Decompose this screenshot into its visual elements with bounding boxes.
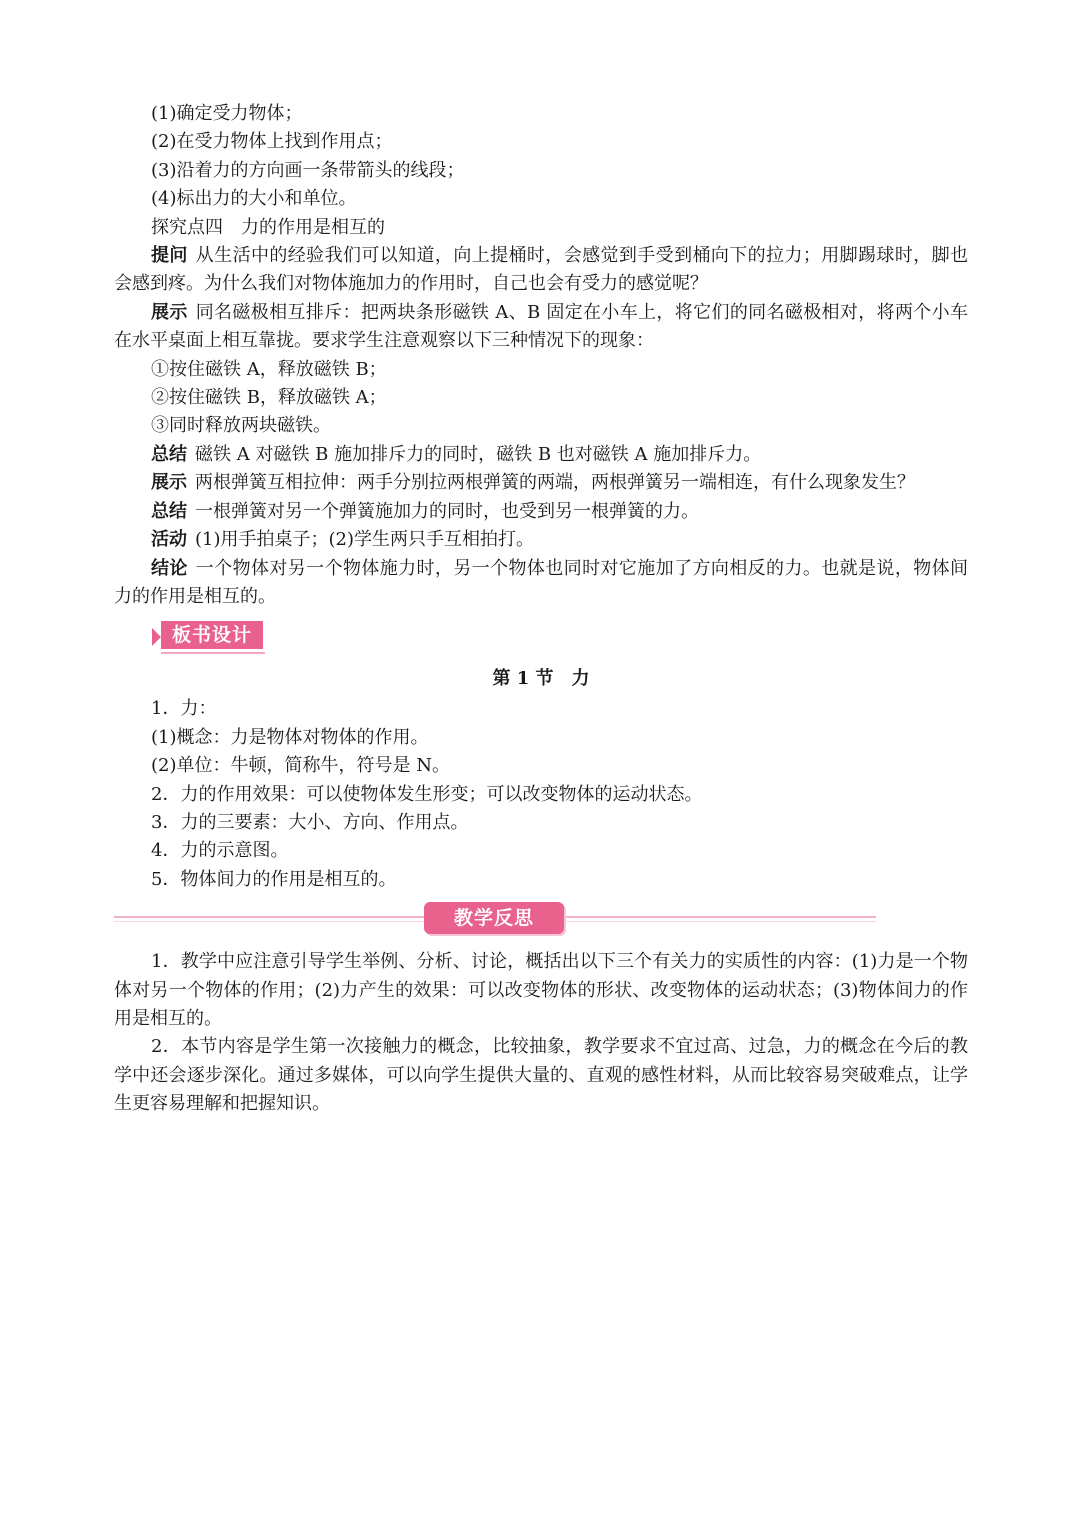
case-2: ②按住磁铁 B，释放磁铁 A；: [151, 387, 387, 409]
question-keyword: 提问: [151, 245, 188, 267]
conclusion-text: 一个物体对另一个物体施力时，另一个物体也同时对它施加了方向相反的力。也就是说，物体间力的作用是相互的。: [114, 557, 969, 607]
summary-keyword-2: 总结: [151, 500, 187, 522]
reflection-paragraph-1: 1．教学中应注意引导学生举例、分析、讨论，概括出以下三个有关力的实质性的内容：(1)力是一个物体对另一个物体的作用；(2)力产生的效果：可以改变物体的形状、改变物体的运动状态；(3)物体间力的作用是相互的。: [114, 951, 968, 1029]
summary-text-2: 一根弹簧对另一个弹簧施加力的同时，也受到另一根弹簧的力。: [195, 500, 699, 522]
activity-paragraph: [114, 526, 968, 554]
show-text-2: 两根弹簧互相拉伸：两手分别拉两根弹簧的两端，两根弹簧另一端相连，有什么现象发生？: [195, 472, 915, 494]
teaching-reflection-label: 教学反思: [424, 902, 564, 934]
conclusion-keyword: 结论: [151, 557, 188, 579]
question-text: 从生活中的经验我们可以知道，向上提桶时，会感觉到手受到桶向下的拉力；用脚踢球时，脚也会感到疼。为什么我们对物体施加力的作用时，自己也会有受力的感觉呢？: [114, 245, 969, 295]
show-keyword-2: 展示: [151, 472, 187, 494]
summary-paragraph-2: [114, 498, 968, 526]
board-line-4: 2．力的作用效果：可以使物体发生形变；可以改变物体的运动状态。: [151, 783, 703, 805]
summary-text-1: 磁铁 A 对磁铁 B 施加排斥力的同时，磁铁 B 也对磁铁 A 施加排斥力。: [195, 443, 762, 465]
tag-underline: [161, 652, 265, 654]
board-design-label: 板书设计: [161, 621, 263, 649]
show-keyword-1: 展示: [151, 301, 188, 323]
board-line-1: 1．力：: [151, 698, 217, 720]
teaching-reflection-divider: [114, 902, 968, 942]
tag-arrow-icon: [152, 628, 161, 646]
step-2: (2)在受力物体上找到作用点；: [151, 131, 393, 153]
board-line-5: 3．力的三要素：大小、方向、作用点。: [151, 811, 469, 833]
summary-keyword-1: 总结: [151, 443, 187, 465]
show-text-1: 同名磁极相互排斥：把两块条形磁铁 A、B 固定在小车上，将它们的同名磁极相对，将两个小车在水平桌面上相互靠拢。要求学生注意观察以下三种情况下的现象：: [114, 301, 969, 352]
board-line-7: 5．物体间力的作用是相互的。: [151, 868, 397, 890]
reflection-paragraph-2: 2．本节内容是学生第一次接触力的概念，比较抽象，教学要求不宜过高、过急，力的概念在今后的教学中还会逐步深化。通过多媒体，可以向学生提供大量的、直观的感性材料，从而比较容易突破难点，让学生更容易理解和把握知识。: [114, 1036, 968, 1115]
step-1: (1)确定受力物体；: [151, 103, 303, 124]
board-line-2: (1)概念：力是物体对物体的作用。: [151, 726, 429, 748]
step-4: (4)标出力的大小和单位。: [151, 188, 357, 210]
board-design-tag: [152, 621, 264, 655]
step-3: (3)沿着力的方向画一条带箭头的线段；: [151, 159, 465, 181]
board-line-3: (2)单位：牛顿，简称牛，符号是 N。: [151, 755, 450, 777]
question-paragraph: [114, 242, 968, 299]
case-3: ③同时释放两块磁铁。: [151, 415, 331, 437]
activity-keyword: 活动: [151, 529, 187, 551]
activity-text: (1)用手拍桌子；(2)学生两只手互相拍打。: [195, 529, 534, 551]
explore-point-4-title: 探究点四 力的作用是相互的: [151, 216, 385, 238]
summary-paragraph-1: [114, 441, 968, 469]
case-1: ①按住磁铁 A，释放磁铁 B；: [151, 358, 387, 380]
show-paragraph-2: [114, 469, 968, 497]
board-title: 第 1 节 力: [492, 668, 590, 690]
document-page: [114, 100, 968, 1119]
board-line-6: 4．力的示意图。: [151, 840, 289, 862]
conclusion-paragraph: [114, 555, 968, 612]
show-paragraph-1: [114, 299, 968, 356]
